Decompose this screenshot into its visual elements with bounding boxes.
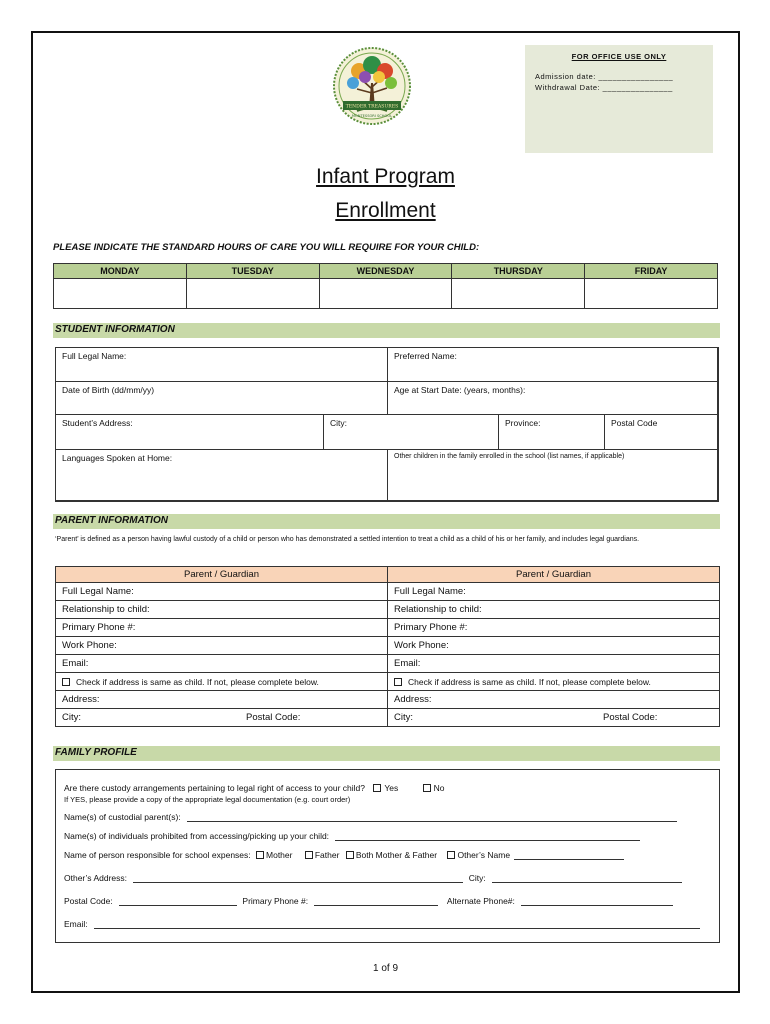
friday-hours-input[interactable] [585,279,718,309]
dob-label: Date of Birth (dd/mm/yy) [62,385,155,395]
custody-no-label: No [433,783,445,793]
siblings-label: Other children in the family enrolled in the school (list names, if applicable) [394,453,625,460]
family-city-input[interactable] [492,873,682,883]
custody-yes-label: Yes [384,783,399,793]
student-full-name-field[interactable] [55,347,388,382]
day-header-wednesday: WEDNESDAY [319,264,452,279]
both-checkbox[interactable] [346,851,354,859]
age-field[interactable] [387,381,719,415]
family-postal-input[interactable] [119,896,237,906]
wednesday-hours-input[interactable] [319,279,452,309]
parent-table [55,566,720,727]
thursday-hours-input[interactable] [452,279,585,309]
parent1-city-label: City: [62,712,81,723]
parent1-full-name[interactable]: Full Legal Name: [56,583,388,601]
parent1-work-phone[interactable]: Work Phone: [56,637,388,655]
student-address-field[interactable] [55,414,324,450]
other-name-input[interactable] [514,850,624,860]
custody-no-checkbox[interactable] [423,784,431,792]
monday-hours-input[interactable] [54,279,187,309]
parent1-address[interactable]: Address: [56,691,388,709]
email-row [64,915,711,934]
age-label: Age at Start Date: (years, months): [394,385,526,395]
parent1-header: Parent / Guardian [56,567,388,583]
student-city-label: City: [330,418,347,428]
siblings-field[interactable] [387,449,719,502]
custody-note: If YES, please provide a copy of the appropriate legal documentation (e.g. court order) [64,795,351,804]
custodial-row [64,808,711,827]
student-info-header: STUDENT INFORMATION [53,323,720,338]
other-address-input[interactable] [133,873,463,883]
dob-field[interactable] [55,381,388,415]
checkbox-icon[interactable] [62,678,70,686]
prohibited-row [64,827,711,846]
parent-info-header: PARENT INFORMATION [53,514,720,529]
family-profile-header: FAMILY PROFILE [53,746,720,761]
preferred-name-field[interactable] [387,347,719,382]
withdrawal-date-field[interactable]: Withdrawal Date: _______________ [535,83,673,92]
tuesday-hours-input[interactable] [186,279,319,309]
parent1-postal-label: Postal Code: [246,712,301,723]
family-primary-phone-label: Primary Phone #: [242,896,309,906]
office-use-box [525,45,713,153]
phone-row [64,892,711,911]
custody-yes-checkbox[interactable] [373,784,381,792]
responsible-row [64,846,711,865]
parent1-primary-phone[interactable]: Primary Phone #: [56,619,388,637]
province-field[interactable] [498,414,605,450]
logo-subtext: MONTESSORI SCHOOL [351,114,393,118]
parent2-postal-label: Postal Code: [603,712,658,723]
hours-instruction: PLEASE INDICATE THE STANDARD HOURS OF CARE YOU WILL REQUIRE FOR YOUR CHILD: [53,242,480,253]
parent-definition-note: ‘Parent’ is defined as a person having lawful custody of a child or person who has demonstrated a settled intention to treat a child as a child of his or her family, and includes legal guardians. [55,536,640,543]
family-primary-phone-input[interactable] [314,896,438,906]
languages-label: Languages Spoken at Home: [62,453,173,463]
parent2-same-address[interactable] [388,673,720,691]
day-header-monday: MONDAY [54,264,187,279]
parent2-primary-phone[interactable]: Primary Phone #: [388,619,720,637]
parent1-relationship[interactable]: Relationship to child: [56,601,388,619]
custody-question: Are there custody arrangements pertaining to legal right of access to your child? [64,783,365,793]
student-info-grid [55,347,718,501]
parent2-full-name[interactable]: Full Legal Name: [388,583,720,601]
day-header-friday: FRIDAY [585,264,718,279]
student-city-field[interactable] [323,414,499,450]
family-alt-phone-input[interactable] [521,896,673,906]
responsible-label: Name of person responsible for school expenses: [64,850,251,860]
office-use-title: FOR OFFICE USE ONLY [571,52,667,61]
student-postal-field[interactable] [604,414,719,450]
custody-question-row [64,782,711,794]
student-address-label: Student’s Address: [62,418,133,428]
parent1-same-address-label: Check if address is same as child. If not, please complete below. [76,676,319,687]
hours-table [53,263,718,309]
family-city-label: City: [468,873,486,883]
family-email-label: Email: [64,919,88,929]
parent1-email[interactable]: Email: [56,655,388,673]
page-title-line1: Infant Program [316,165,455,188]
mother-checkbox[interactable] [256,851,264,859]
day-header-thursday: THURSDAY [452,264,585,279]
parent2-city-postal[interactable] [388,709,720,727]
prohibited-input[interactable] [335,831,640,841]
prohibited-label: Name(s) of individuals prohibited from accessing/picking up your child: [64,831,330,841]
other-label: Other’s Name [457,850,511,860]
languages-field[interactable] [55,449,388,502]
other-address-row [64,869,711,888]
student-full-name-label: Full Legal Name: [62,351,127,361]
parent2-email[interactable]: Email: [388,655,720,673]
family-email-input[interactable] [94,919,700,929]
both-label: Both Mother & Father [355,850,438,860]
logo-text: TENDER TREASURES [345,104,399,110]
admission-date-field[interactable]: Admission date: ________________ [535,72,674,81]
page-title-line2: Enrollment [335,199,436,222]
parent2-work-phone[interactable]: Work Phone: [388,637,720,655]
day-header-tuesday: TUESDAY [186,264,319,279]
province-label: Province: [505,418,541,428]
parent2-address[interactable]: Address: [388,691,720,709]
father-label: Father [314,850,340,860]
parent1-city-postal[interactable] [56,709,388,727]
checkbox-icon[interactable] [394,678,402,686]
family-profile-section [55,769,720,943]
preferred-name-label: Preferred Name: [394,351,457,361]
parent2-city-label: City: [394,712,413,723]
page-number: 1 of 9 [372,963,399,974]
parent2-header: Parent / Guardian [388,567,720,583]
student-postal-label: Postal Code [611,418,658,428]
family-postal-label: Postal Code: [64,896,113,906]
father-checkbox[interactable] [305,851,313,859]
other-address-label: Other’s Address: [64,873,127,883]
parent2-same-address-label: Check if address is same as child. If not, please complete below. [408,676,651,687]
parent1-same-address[interactable] [56,673,388,691]
custodial-label: Name(s) of custodial parent(s): [64,812,181,822]
school-logo [331,41,413,131]
enrollment-form-page [31,31,740,993]
custodial-input[interactable] [187,812,677,822]
other-checkbox[interactable] [447,851,455,859]
mother-label: Mother [266,850,293,860]
family-alt-phone-label: Alternate Phone#: [446,896,515,906]
parent2-relationship[interactable]: Relationship to child: [388,601,720,619]
